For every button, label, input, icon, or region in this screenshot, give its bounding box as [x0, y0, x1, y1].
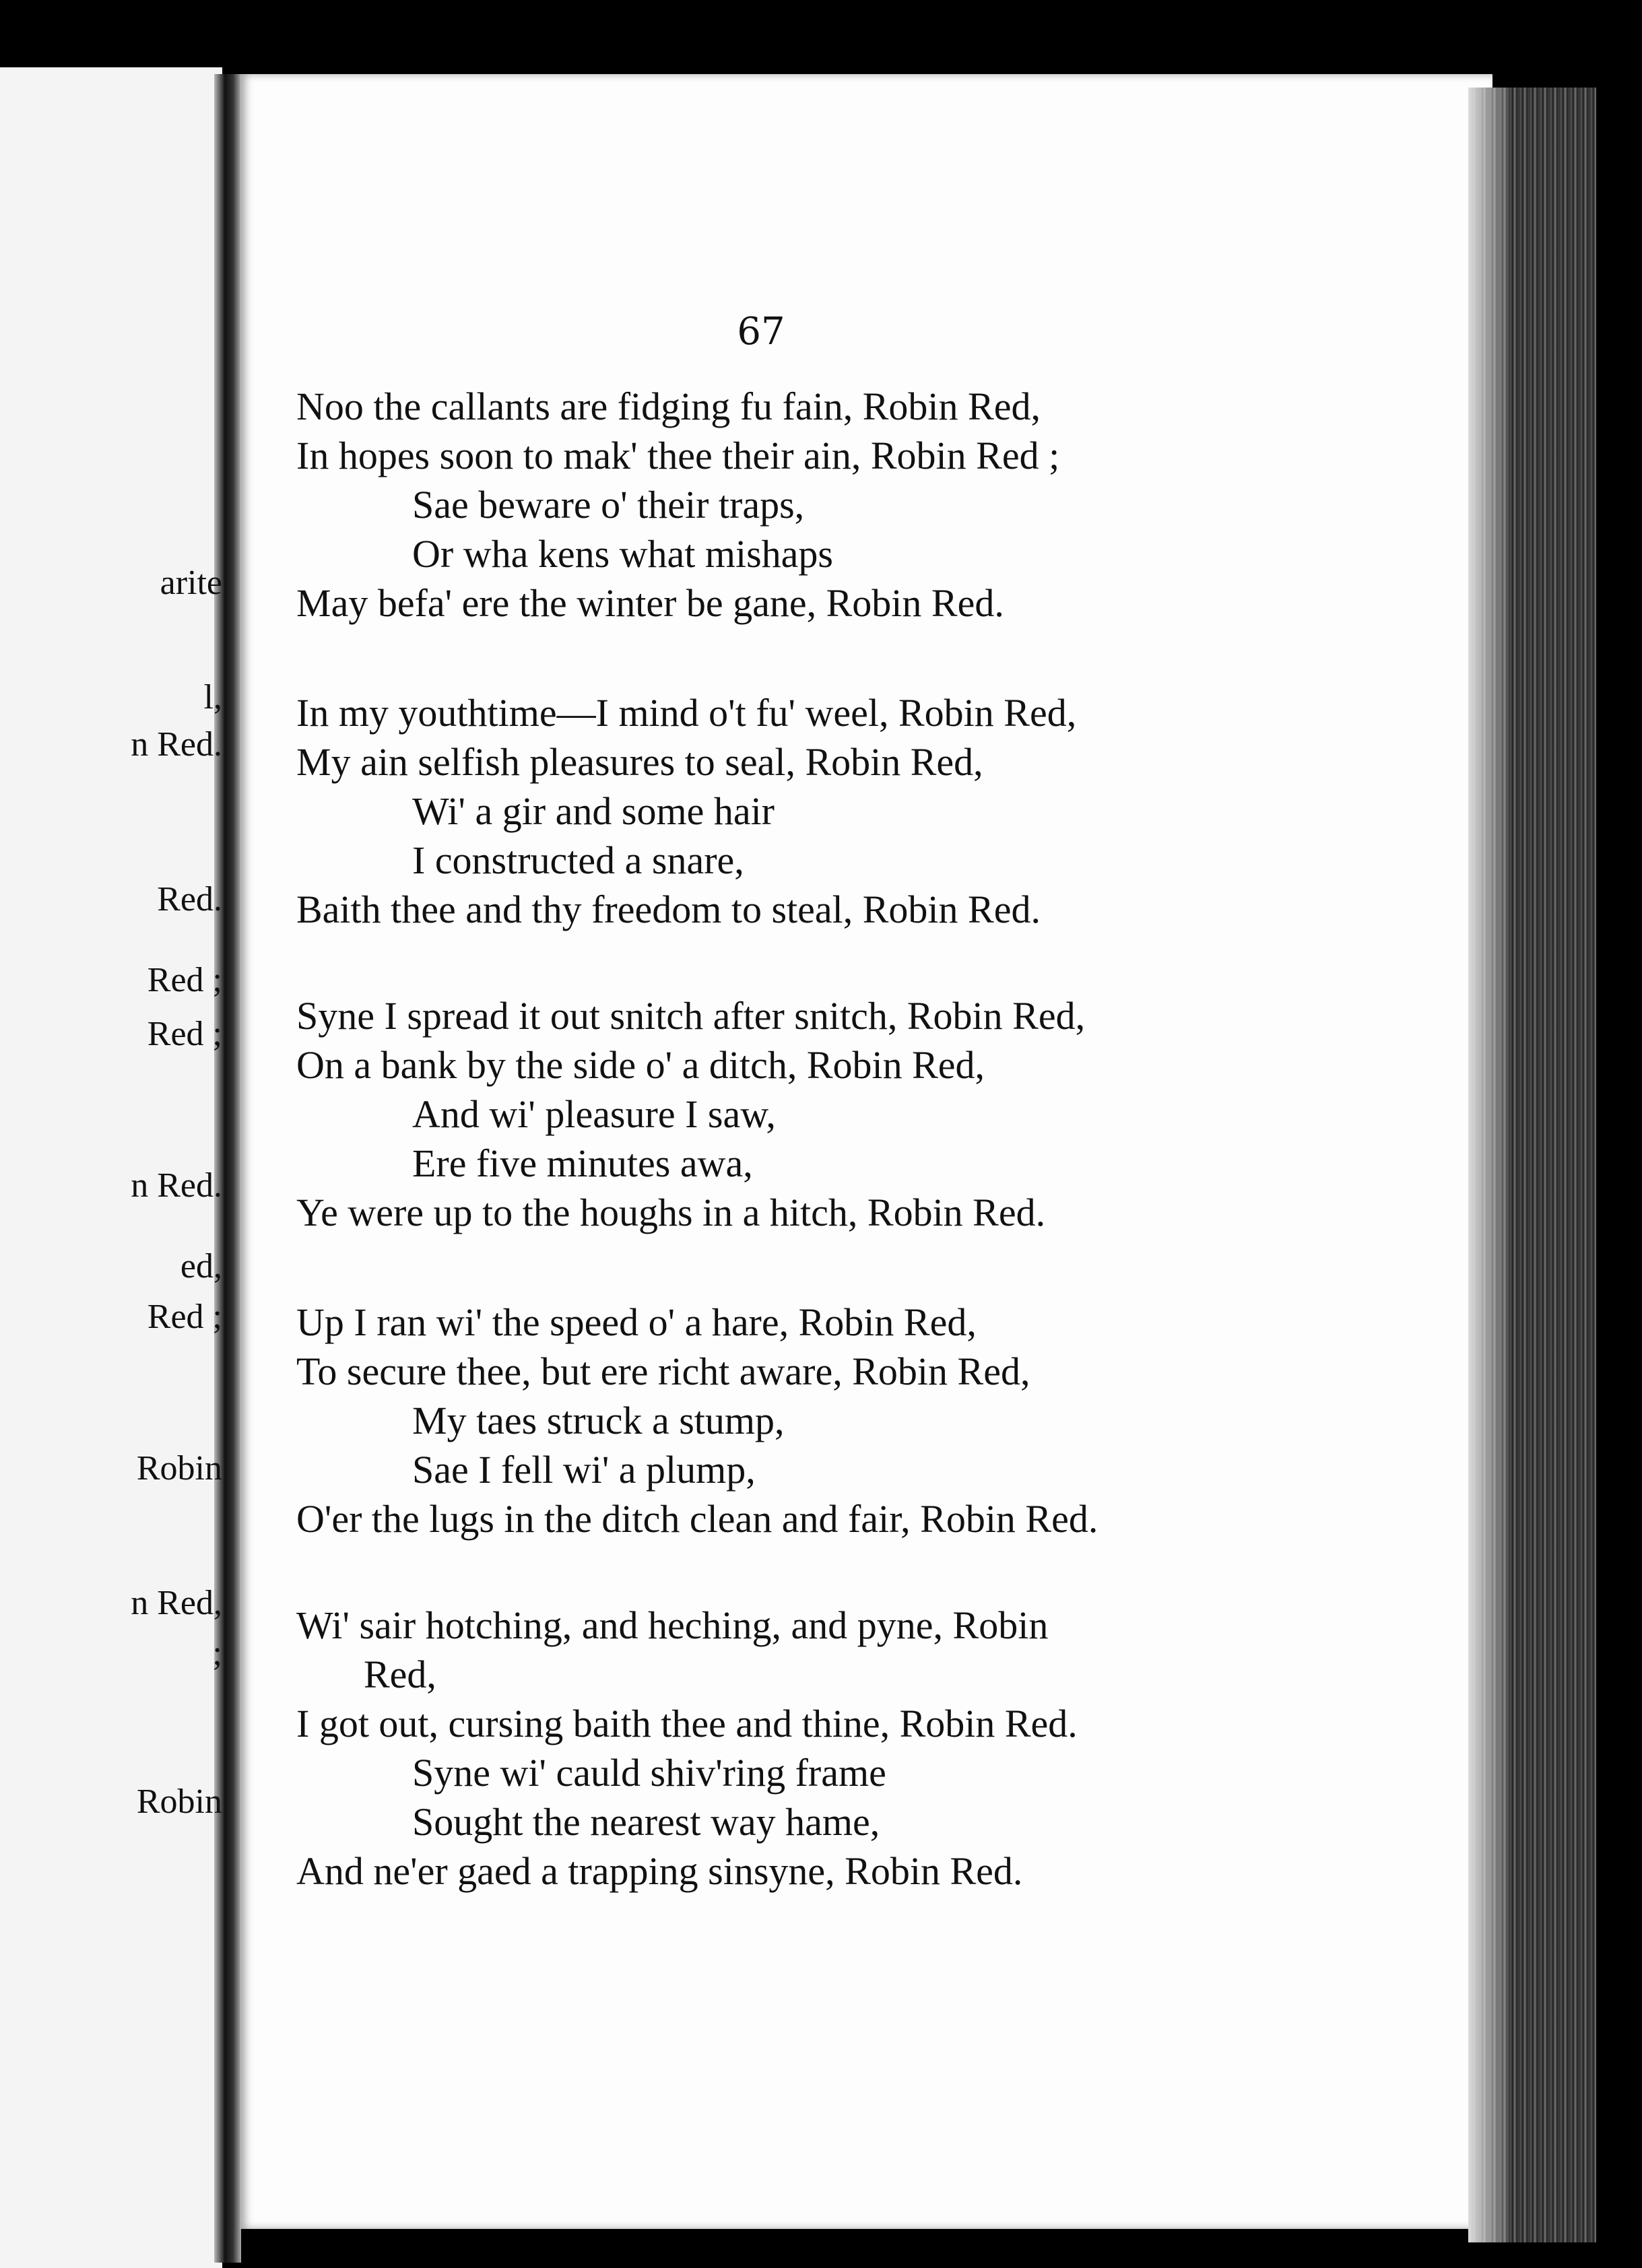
facing-page-fragment: Robin [136, 1449, 222, 1488]
facing-page-fragment: Red ; [147, 961, 222, 999]
facing-page-fragment: Red. [157, 880, 222, 919]
poem-line: Wi' sair hotching, and heching, and pyne, Robin [296, 1603, 1049, 1647]
poem-line: And wi' pleasure I saw, [412, 1092, 776, 1136]
facing-page-fragment: Robin [136, 1782, 222, 1821]
poem-line: Baith thee and thy freedom to steal, Robin Red. [296, 888, 1041, 931]
facing-page-fragment: ed, [180, 1247, 222, 1286]
poem-line: And ne'er gaed a trapping sinsyne, Robin Red. [296, 1849, 1023, 1893]
poem-line: To secure thee, but ere richt aware, Robin Red, [296, 1349, 1030, 1393]
facing-page-fragment: Red ; [147, 1298, 222, 1336]
poem-line: In hopes soon to mak' thee their ain, Robin Red ; [296, 434, 1060, 477]
poem-line: Sae I fell wi' a plump, [412, 1448, 756, 1492]
poem-line: Up I ran wi' the speed o' a hare, Robin Red, [296, 1300, 977, 1344]
poem-line: I constructed a snare, [412, 838, 744, 882]
poem-line: My taes struck a stump, [412, 1399, 785, 1442]
poem-line: Sought the nearest way hame, [412, 1800, 880, 1844]
facing-page-fragment: n Red. [131, 1166, 222, 1205]
poem-line: I got out, cursing baith thee and thine, Robin Red. [296, 1702, 1078, 1745]
facing-page-fragment: n Red, [131, 1584, 222, 1622]
facing-page-fragment: l, [203, 678, 222, 716]
poem-line: May befa' ere the winter be gane, Robin Red. [296, 581, 1004, 625]
page-edge-highlight [1468, 88, 1509, 2242]
poem-line: In my youthtime—I mind o't fu' weel, Robin Red, [296, 691, 1077, 735]
poem-line: Syne I spread it out snitch after snitch, Robin Red, [296, 994, 1086, 1038]
poem-line: On a bank by the side o' a ditch, Robin Red, [296, 1043, 985, 1087]
poem-line: Wi' a gir and some hair [412, 789, 775, 833]
facing-page-fragment: ; [212, 1634, 222, 1673]
poem-line: Or wha kens what mishaps [412, 532, 834, 576]
poem-line: O'er the lugs in the ditch clean and fair, Robin Red. [296, 1497, 1098, 1541]
poem-line: Ere five minutes awa, [412, 1141, 753, 1185]
poem-line: Noo the callants are fidging fu fain, Robin Red, [296, 385, 1041, 428]
poem-line: Sae beware o' their traps, [412, 483, 805, 527]
page-number: 67 [737, 310, 785, 354]
facing-page-fragment: n Red. [131, 725, 222, 764]
poem-line: My ain selfish pleasures to seal, Robin Red, [296, 740, 983, 784]
poem-line: Syne wi' cauld shiv'ring frame [412, 1751, 886, 1795]
poem-line: Red, [364, 1653, 436, 1696]
facing-page-fragment: arite [160, 564, 222, 602]
facing-page-fragment: Red ; [147, 1015, 222, 1053]
poem-line: Ye were up to the houghs in a hitch, Robin Red. [296, 1191, 1046, 1234]
